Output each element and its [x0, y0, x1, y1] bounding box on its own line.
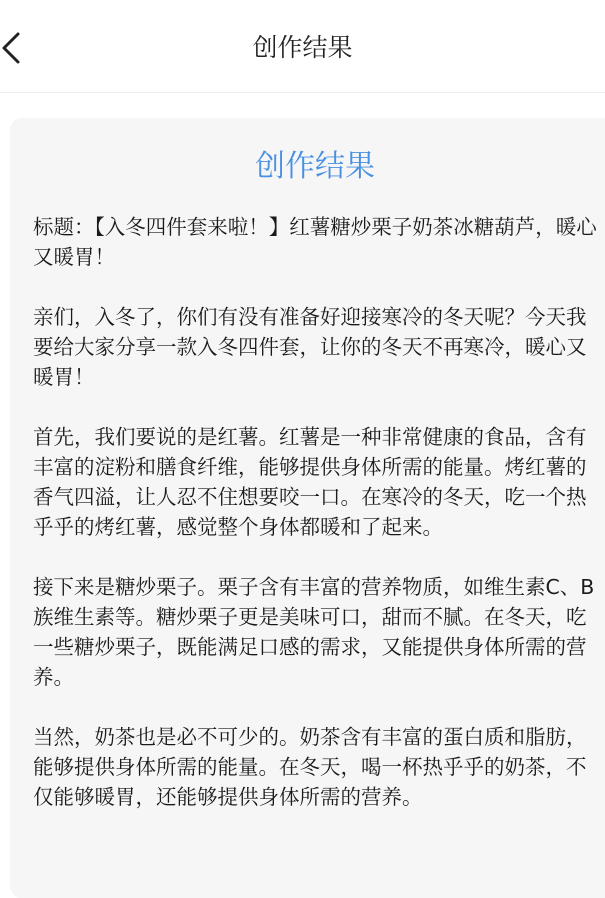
result-content [33, 212, 605, 842]
card-title: 创作结果 [255, 149, 375, 184]
paragraph-milk-tea: 当然，奶茶也是必不可少的。奶茶含有丰富的蛋白质和脂肪，能够提供身体所需的能量。在冬天，喝一杯热乎乎的奶茶，不仅能够暖胃，还能够提供身体所需的营养。 [33, 725, 587, 809]
paragraph-intro: 亲们，入冬了，你们有没有准备好迎接寒冷的冬天呢？今天我要给大家分享一款入冬四件套，让你的冬天不再寒冷，暖心又暖胃！ [33, 305, 587, 389]
page-title: 创作结果 [252, 33, 353, 62]
paragraph-sweet-potato: 首先，我们要说的是红薯。红薯是一种非常健康的食品，含有丰富的淀粉和膳食纤维，能够提供身体所需的能量。烤红薯的香气四溢，让人忍不住想要咬一口。在寒冷的冬天，吃一个热乎乎的烤红薯，感觉整个身体都暖和了起来。 [33, 425, 587, 539]
paragraph-title: 标题：【入冬四件套来啦！】红薯糖炒栗子奶茶冰糖葫芦，暖心又暖胃！ [33, 215, 597, 269]
paragraph-chestnut: 接下来是糖炒栗子。栗子含有丰富的营养物质，如维生素C、B族维生素等。糖炒栗子更是美味可口，甜而不腻。在冬天，吃一些糖炒栗子，既能满足口感的需求，又能提供身体所需的营养。 [33, 575, 595, 689]
navigation-bar [0, 0, 605, 93]
